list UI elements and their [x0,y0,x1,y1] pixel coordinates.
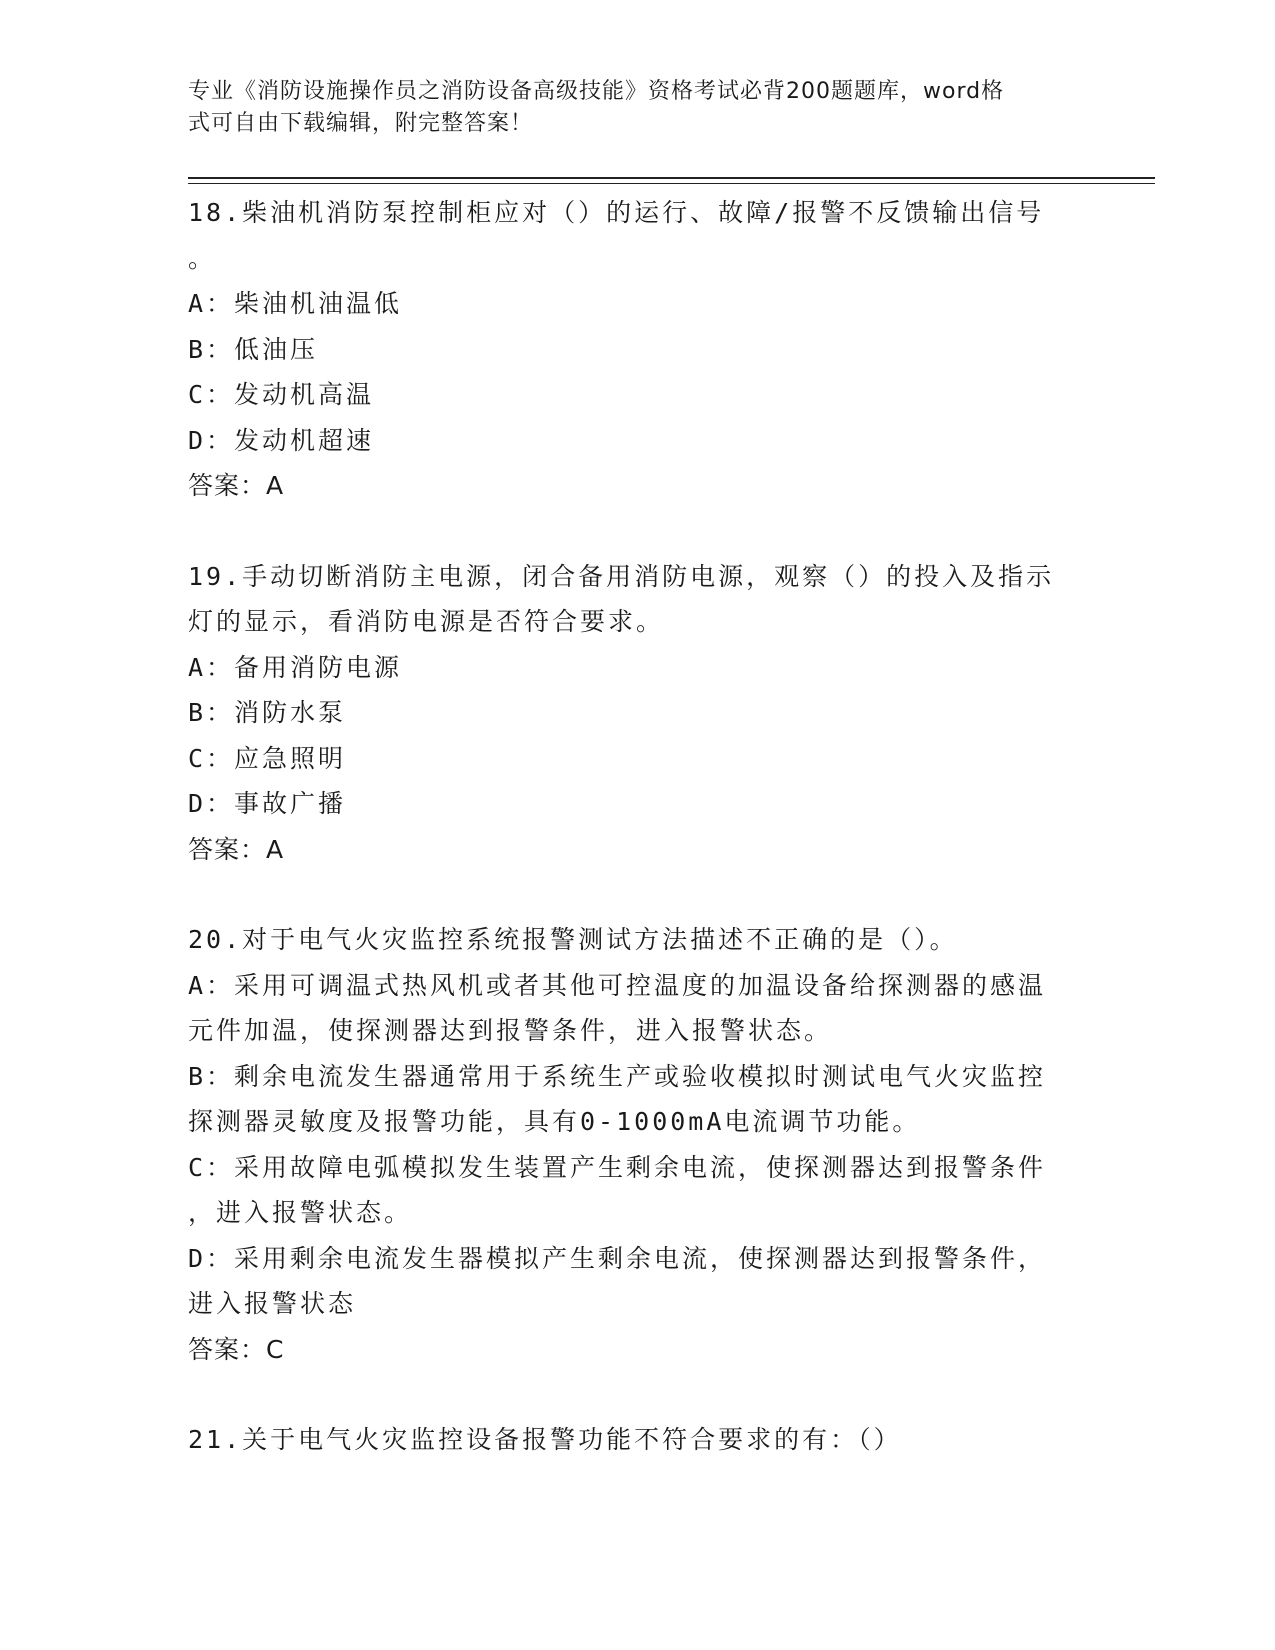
option-d: D：事故广播 [188,789,347,818]
option-d: D：采用剩余电流发生器模拟产生剩余电流，使探测器达到报警条件， [188,1243,1047,1273]
question-block [188,554,1088,873]
question-stem-line: 18.柴油机消防泵控制柜应对（）的运行、故障/报警不反馈输出信号 [188,198,1045,227]
option-a-cont: 元件加温，使探测器达到报警条件，进入报警状态。 [188,1016,833,1045]
option-a: A：备用消防电源 [188,652,403,682]
answer-line: 答案：A [188,834,285,864]
answer-line: 答案：A [188,471,285,500]
option-c: C：应急照明 [188,743,347,773]
option-b: B：剩余电流发生器通常用于系统生产或验收模拟时测试电气火灾监控 [188,1061,1047,1091]
header-divider-thin [188,183,1155,184]
option-b-cont: 探测器灵敏度及报警功能，具有0-1000mA电流调节功能。 [188,1107,921,1136]
answer-line: 答案：C [188,1334,285,1364]
question-stem-line: 21.关于电气火灾监控设备报警功能不符合要求的有：（） [188,1425,902,1454]
option-c: C：采用故障电弧模拟发生装置产生剩余电流，使探测器达到报警条件 [188,1152,1047,1182]
question-block [188,1417,1088,1463]
option-b: B：消防水泵 [188,698,347,727]
header-line: 式可自由下载编辑，附完整答案！ [188,111,534,136]
question-stem-line: 灯的显示，看消防电源是否符合要求。 [188,607,665,636]
header-line: 专业《消防设施操作员之消防设备高级技能》资格考试必背200题题库，word格 [188,79,1005,104]
option-d: D：发动机超速 [188,425,375,455]
question-list [188,190,1088,1463]
question-block [188,190,1088,509]
option-d-cont: 进入报警状态 [188,1289,357,1318]
option-c: C：发动机高温 [188,380,375,409]
option-c-cont: ，进入报警状态。 [188,1198,413,1227]
document-header [188,76,1068,140]
question-stem-line: 。 [188,243,217,273]
question-block [188,917,1088,1372]
header-divider [188,177,1155,179]
option-b: B：低油压 [188,334,319,364]
option-a: A：采用可调温式热风机或者其他可控温度的加温设备给探测器的感温 [188,970,1047,1000]
question-stem-line: 19.手动切断消防主电源，闭合备用消防电源，观察（）的投入及指示 [188,561,1055,591]
question-stem-line: 20.对于电气火灾监控系统报警测试方法描述不正确的是（）。 [188,925,958,954]
option-a: A：柴油机油温低 [188,289,403,318]
